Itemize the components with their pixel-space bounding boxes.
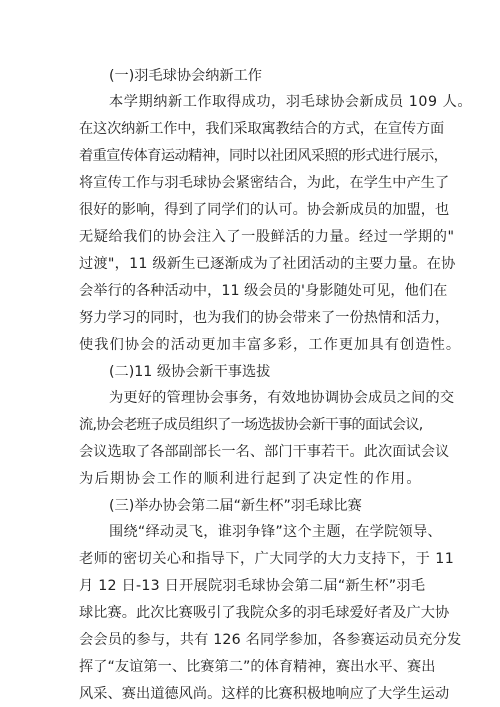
paragraph-line: 过渡"，11 级新生已逐渐成为了社团活动的主要力量。在协 bbox=[79, 256, 456, 272]
paragraph-line: 月 12 日-13 日开展院羽毛球协会第二届“新生杯”羽毛 bbox=[79, 578, 426, 594]
paragraph-line: 在这次纳新工作中，我们采取寓教结合的方式，在宣传方面 bbox=[79, 121, 444, 137]
paragraph-line: 着重宣传体育运动精神，同时以社团风采照的形式进行展示， bbox=[79, 148, 448, 164]
paragraph-line: 使我们协会的活动更加丰富多彩，工作更加具有创造性。 bbox=[79, 337, 462, 353]
paragraph-line: 挥了“友谊第一、比赛第二”的体育精神，赛出水平、赛出 bbox=[79, 659, 436, 675]
paragraph-line: 将宣传工作与羽毛球协会紧密结合，为此，在学生中产生了 bbox=[79, 175, 450, 191]
section-heading-3: (三)举办协会第二届“新生杯”羽毛球比赛 bbox=[109, 498, 362, 514]
paragraph-line: 流,协会老班子成员组织了一场选拔协会新干事的面试会议, bbox=[79, 417, 423, 433]
paragraph-line: 为更好的管理协会事务，有效地协调协会成员之间的交 bbox=[109, 390, 455, 406]
paragraph-line: 会议选取了各部副部长一名、部门干事若干。此次面试会议 bbox=[79, 444, 450, 460]
paragraph-line: 围绕“绎动灵飞，谁羽争锋”这个主题，在学院领导、 bbox=[109, 524, 442, 540]
paragraph-line: 风采、赛出道德风尚。这样的比赛积极地响应了大学生运动 bbox=[79, 686, 450, 702]
paragraph-line: 无疑给我们的协会注入了一股鲜活的力量。经过一学期的" bbox=[79, 229, 455, 245]
paragraph-line: 球比赛。此次比赛吸引了我院众多的羽毛球爱好者及广大协 bbox=[79, 605, 450, 621]
paragraph-line: 努力学习的同时，也为我们的协会带来了一份热情和活力， bbox=[79, 310, 450, 326]
paragraph-line: 老师的密切关心和指导下，广大同学的大力支持下，于 11 bbox=[79, 551, 455, 567]
section-heading-1: (一)羽毛球协会纳新工作 bbox=[109, 68, 262, 84]
section-heading-2: (二)11 级协会新干事选拔 bbox=[109, 364, 271, 380]
paragraph-line: 会会员的参与，共有 126 名同学参加，各参赛运动员充分发 bbox=[79, 632, 462, 648]
paragraph-line: 很好的影响，得到了同学们的认可。协会新成员的加盟，也 bbox=[79, 202, 450, 218]
paragraph-line: 本学期纳新工作取得成功，羽毛球协会新成员 109 人。 bbox=[109, 94, 473, 110]
paragraph-line: 为后期协会工作的顺利进行起到了决定性的作用。 bbox=[79, 471, 422, 487]
paragraph-line: 会举行的各种活动中，11 级会员的'身影随处可见，他们在 bbox=[79, 283, 448, 299]
